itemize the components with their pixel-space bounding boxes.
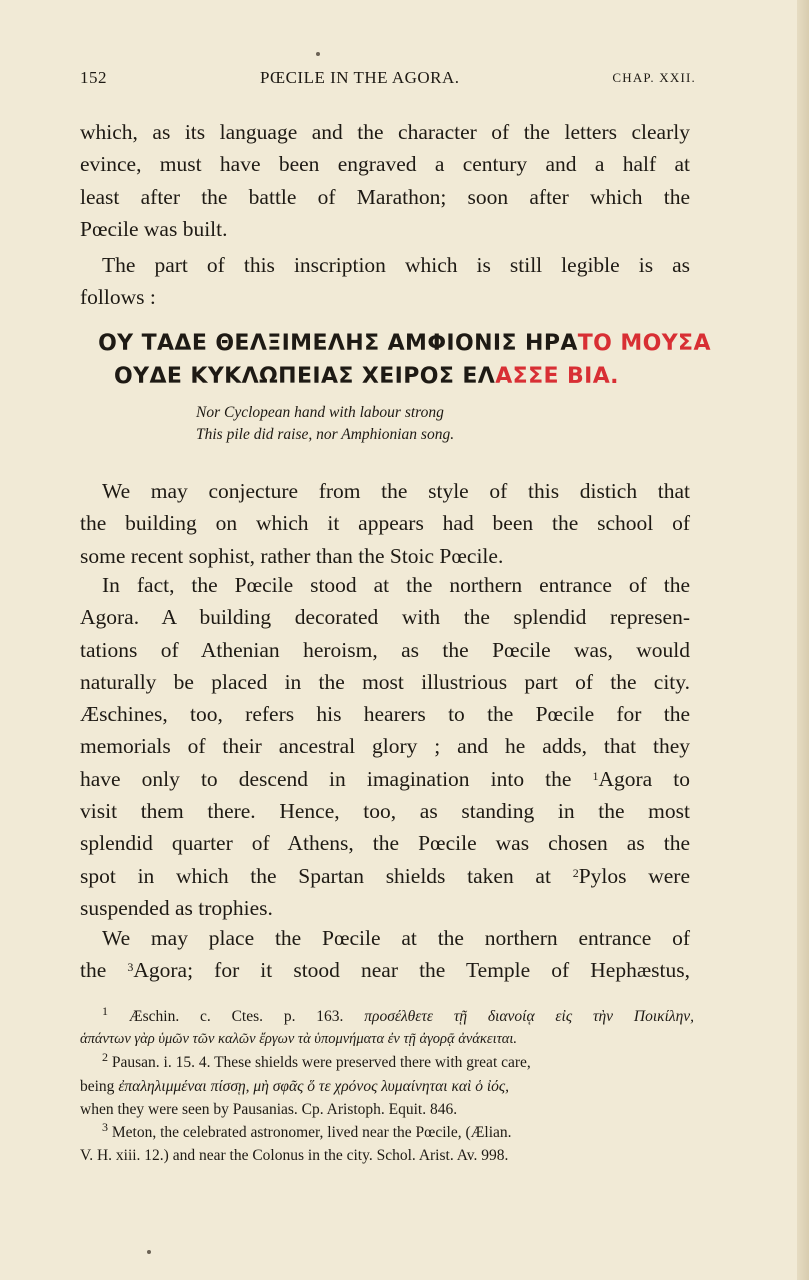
- text-line: Æschines, too, refers his hearers to the Pœcile for the: [80, 702, 690, 727]
- text-segment: Pylos were: [578, 863, 690, 888]
- text-line: least after the battle of Marathon; soon after which the: [80, 184, 690, 209]
- footnote-text: being: [80, 1077, 115, 1095]
- verse-translation: [196, 402, 616, 446]
- verse-line-1: Nor Cyclopean hand with labour strong: [196, 404, 444, 421]
- footnote-line: when they were seen by Pausanias. Cp. Aristoph. Equit. 846.: [80, 1100, 458, 1118]
- footnote-text: Meton, the celebrated astronomer, lived near the Pœcile, (Ælian.: [111, 1124, 512, 1142]
- text-line: [80, 954, 690, 986]
- paragraph-1: [80, 116, 690, 245]
- footnote-3: [80, 1121, 694, 1167]
- text-line: Agora. A building decorated with the splendid represen-: [80, 605, 690, 630]
- text-segment: the: [80, 958, 107, 983]
- greek-text: ἁπάντων γὰρ ὑμῶν τῶν καλῶν ἔργων τὰ ὑπομνήματα ἐν τῇ ἀγορᾷ ἀνάκειται.: [80, 1031, 518, 1048]
- page-header: [80, 68, 696, 98]
- text-line: [80, 763, 690, 795]
- printer-mark: [316, 52, 320, 56]
- footnotes: [80, 1005, 694, 1167]
- page-edge-shadow: [797, 0, 809, 1280]
- paragraph-3: [80, 475, 690, 572]
- footnote-ref[interactable]: 3: [127, 960, 134, 975]
- text-line: splendid quarter of Athens, the Pœcile was chosen as the: [80, 831, 690, 856]
- text-segment: have only to descend in imagination into the: [80, 766, 572, 791]
- printer-mark: [147, 1250, 151, 1254]
- footnote-line: [80, 1005, 694, 1028]
- footnote-1: [80, 1005, 694, 1051]
- footnote-line: [80, 1121, 694, 1144]
- inscription-text: ΟΥΔΕ ΚΥΚΛΩΠΕΙΑΣ ΧΕΙΡΟΣ ΕΛ: [114, 364, 496, 389]
- inscription-text-red: ΑΣΣΕ ΒΙΑ.: [495, 364, 619, 389]
- text-line: We may place the Pœcile at the northern entrance of: [102, 926, 690, 950]
- text-line: In fact, the Pœcile stood at the northern entrance of the: [102, 573, 690, 597]
- footnote-marker: 3: [102, 1120, 108, 1135]
- text-line: suspended as trophies.: [80, 895, 273, 920]
- inscription-line-1: [0, 331, 809, 356]
- footnote-ref[interactable]: 2: [572, 865, 579, 880]
- footnote-marker: 1: [102, 1004, 108, 1018]
- inscription-text: ΟΥ ΤΑΔΕ ΘΕΛΞΙΜΕΛΗΣ ΑΜΦΙΟΝΙΣ ΗΡΑ: [98, 331, 578, 356]
- text-line: naturally be placed in the most illustrious part of the city.: [80, 669, 690, 694]
- text-segment: spot in which the Spartan shields taken at: [80, 863, 551, 888]
- text-segment: Agora; for it stood near the Temple of Hephæstus,: [133, 958, 691, 983]
- text-line: memorials of their ancestral glory ; and he adds, that they: [80, 734, 690, 759]
- verse-line-2: This pile did raise, nor Amphionian song.: [196, 426, 455, 443]
- text-line: The part of this inscription which is still legible is as: [102, 253, 690, 277]
- page-number: 152: [80, 68, 107, 87]
- footnote-line: [80, 1075, 694, 1098]
- footnote-marker: 2: [102, 1050, 108, 1065]
- greek-text: προσέλθετε τῇ διανοίᾳ εἰς τὴν Ποικίλην,: [364, 1008, 695, 1025]
- text-segment: Agora to: [598, 766, 691, 791]
- text-line: visit them there. Hence, too, as standing in the most: [80, 799, 690, 824]
- footnote-citation: Æschin. c. Ctes. p. 163.: [128, 1008, 344, 1025]
- text-line: tations of Athenian heroism, as the Pœcile was, would: [80, 637, 690, 662]
- chapter-label: CHAP. XXII.: [612, 70, 696, 85]
- footnote-text: Pausan. i. 15. 4. These shields were preserved there with great care,: [111, 1054, 531, 1072]
- text-line: evince, must have been engraved a century and a half at: [80, 152, 690, 177]
- text-line: the building on which it appears had been the school of: [80, 511, 690, 536]
- text-line: which, as its language and the character of the letters clearly: [80, 120, 690, 144]
- text-line: [80, 860, 690, 892]
- paragraph-4: [80, 569, 690, 924]
- text-line: We may conjecture from the style of this distich that: [102, 479, 690, 503]
- inscription-line-2: [0, 364, 771, 389]
- paragraph-2: [80, 249, 690, 314]
- footnote-2: [80, 1051, 694, 1121]
- footnote-line: [80, 1051, 694, 1074]
- footnote-line: V. H. xiii. 12.) and near the Colonus in the city. Schol. Arist. Av. 998.: [80, 1147, 509, 1165]
- footnote-ref[interactable]: 1: [592, 768, 599, 783]
- text-line: follows :: [80, 285, 156, 310]
- greek-text: ἐπαληλιμμέναι πίσσῃ, μὴ σφᾶς ὅ τε χρόνος λυμαίνηται καὶ ὁ ἰός,: [118, 1077, 510, 1095]
- inscription-text-red: ΤΟ ΜΟΥΣΑ: [577, 331, 711, 356]
- paragraph-5: [80, 922, 690, 987]
- text-line: Pœcile was built.: [80, 216, 228, 241]
- text-line: some recent sophist, rather than the Stoic Pœcile.: [80, 543, 504, 568]
- running-title: PŒCILE IN THE AGORA.: [260, 68, 460, 87]
